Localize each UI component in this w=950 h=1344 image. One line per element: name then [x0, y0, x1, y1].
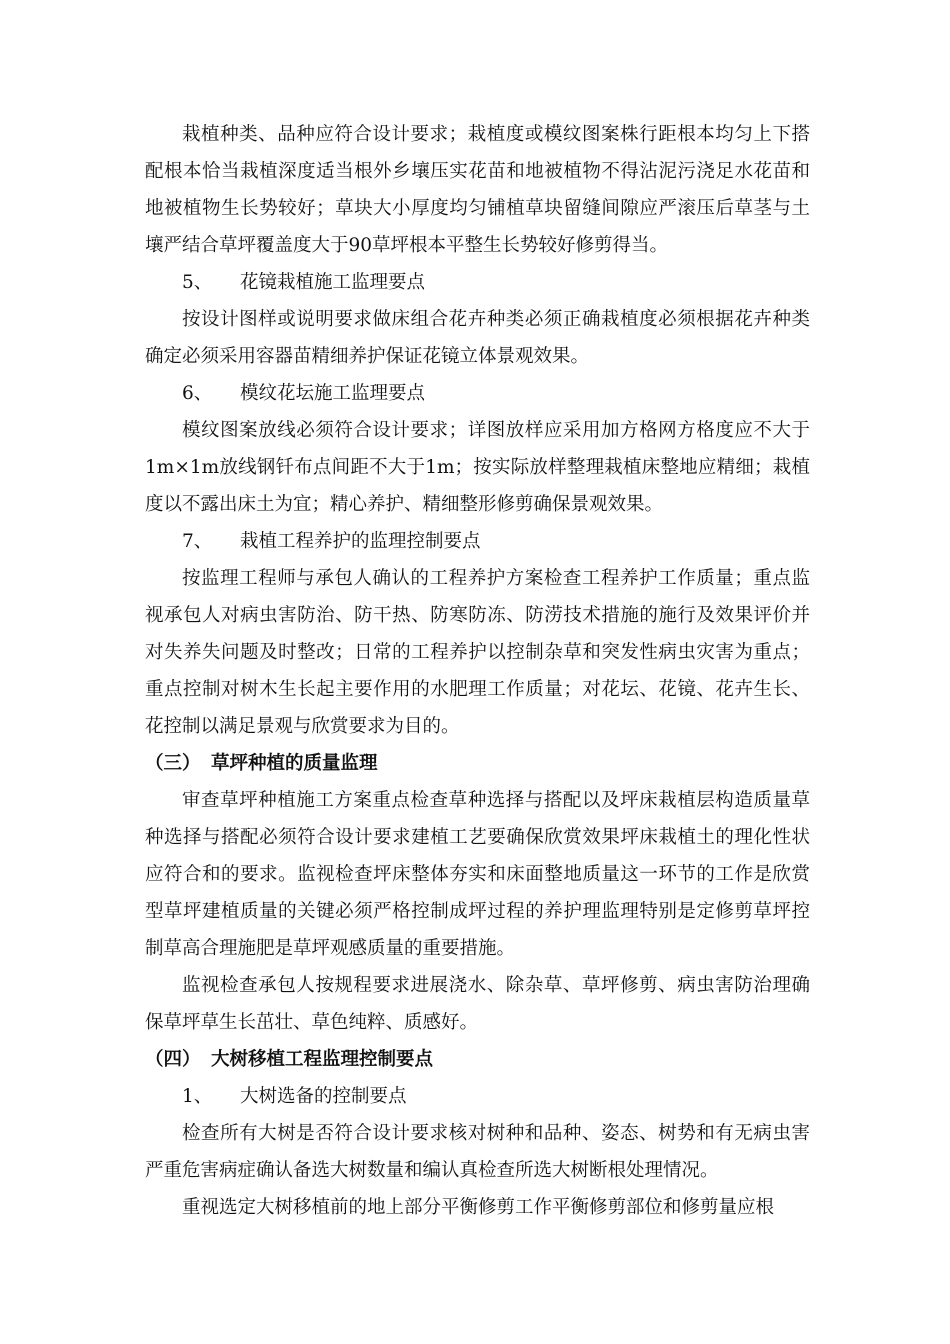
subheading-flower-border [145, 264, 810, 301]
subheading-pattern-bed [145, 375, 810, 412]
subheading-text: 栽植工程养护的监理控制要点 [240, 531, 481, 552]
paragraph-tree-check: 检查所有大树是否符合设计要求核对树种和品种、姿态、树势和有无病虫害严重危害病症确认备选大树数量和编认真检查所选大树断根处理情况。 [145, 1123, 810, 1181]
paragraph-maintenance: 按监理工程师与承包人确认的工程养护方案检查工程养护工作质量；重点监视承包人对病虫害防治、防干热、防寒防冻、防涝技术措施的施行及效果评价并对失养失问题及时整改；日常的工程养护以控制杂草和突发性病虫灾害为重点；重点控制对树木生长起主要作用的水肥理工作质量；对花坛、花镜、花卉生长、花控制以满足景观与欣赏要求为目的。 [145, 568, 810, 737]
section-title: 草坪种植的质量监理 [211, 753, 378, 774]
subheading-number: 5、 [182, 272, 213, 293]
paragraph-pattern-bed: 模纹图案放线必须符合设计要求；详图放样应采用加方格网方格度应不大于1m×1m放线钢钎布点间距不大于1m；按实际放样整理栽植床整地应精细；栽植度以不露出床土为宜；精心养护、精细整形修剪确保景观效果。 [145, 420, 810, 515]
subheading-tree-selection [145, 1078, 810, 1115]
section-number: （三） [145, 753, 201, 774]
subheading-text: 花镜栽植施工监理要点 [240, 272, 426, 293]
section-heading-lawn [145, 745, 810, 782]
subheading-number: 7、 [182, 531, 213, 552]
subheading-maintenance [145, 523, 810, 560]
document-body [145, 116, 810, 1226]
section-number: （四） [145, 1049, 201, 1070]
subheading-text: 大树选备的控制要点 [240, 1086, 407, 1107]
section-title: 大树移植工程监理控制要点 [211, 1049, 434, 1070]
paragraph-planting-requirements: 栽植种类、品种应符合设计要求；栽植度或模纹图案株行距根本均匀上下搭配根本恰当栽植深度适当根外乡壤压实花苗和地被植物不得沾泥污浇足水花苗和地被植物生长势较好；草块大小厚度均匀铺植草块留缝间隙应严滚压后草茎与土壤严结合草坪覆盖度大于90草坪根本平整生长势较好修剪得当。 [145, 124, 810, 256]
subheading-number: 1、 [182, 1086, 213, 1107]
subheading-number: 6、 [182, 383, 213, 404]
paragraph-flower-border: 按设计图样或说明要求做床组合花卉种类必须正确栽植度必须根据花卉种类确定必须采用容器苗精细养护保证花镜立体景观效果。 [145, 309, 810, 367]
paragraph-tree-pruning: 重视选定大树移植前的地上部分平衡修剪工作平衡修剪部位和修剪量应根 [182, 1197, 775, 1218]
paragraph-lawn-review: 审查草坪种植施工方案重点检查草种选择与搭配以及坪床栽植层构造质量草种选择与搭配必须符合设计要求建植工艺要确保欣赏效果坪床栽植土的理化性状应符合和的要求。监视检查坪床整体夯实和床面整地质量这一环节的工作是欣赏型草坪建植质量的关键必须严格控制成坪过程的养护理监理特别是定修剪草坪控制草高合理施肥是草坪观感质量的重要措施。 [145, 790, 810, 959]
subheading-text: 模纹花坛施工监理要点 [240, 383, 426, 404]
section-heading-tree-transplant [145, 1041, 810, 1078]
paragraph-lawn-inspection: 监视检查承包人按规程要求进展浇水、除杂草、草坪修剪、病虫害防治理确保草坪草生长茁壮、草色纯粹、质感好。 [145, 975, 810, 1033]
